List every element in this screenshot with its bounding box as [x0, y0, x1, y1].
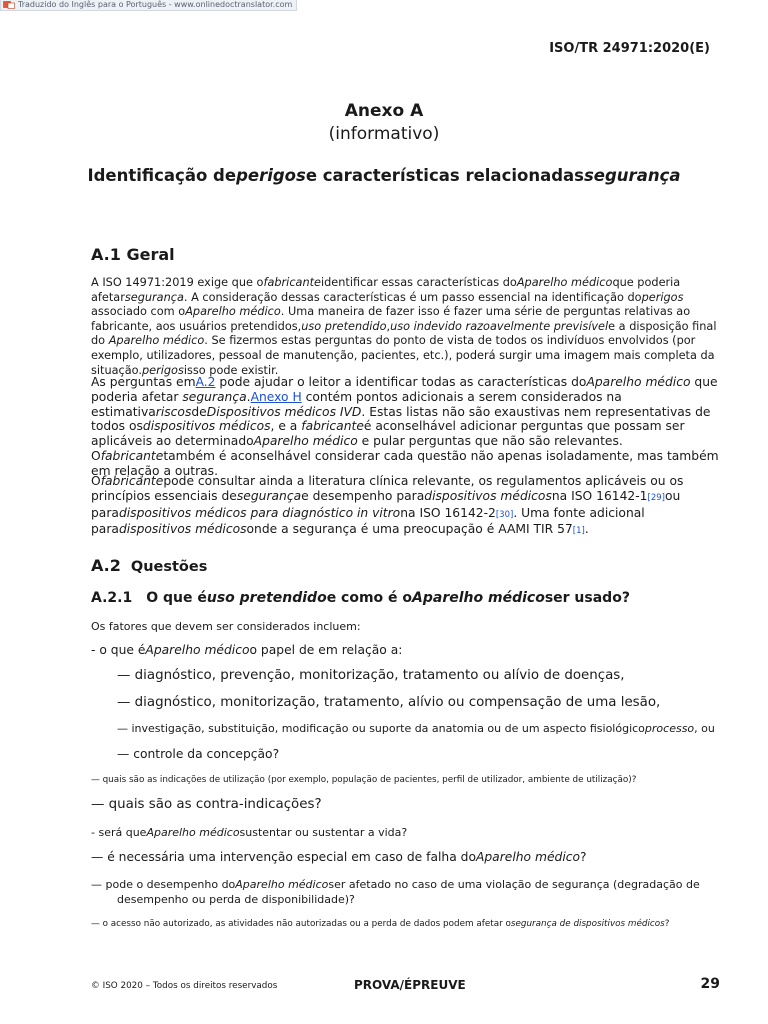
- paragraph-a1-1: A ISO 14971:2019 exige que ofabricanteidentificar essas características doAparelho médicoque poderia afetarsegurança. A consideração dessas características é um passo essencial na identificação doperigos associado com oAparelho médico. Uma maneira de fazer isso é fazer uma série de perguntas relativas ao fabricante, aos usuários pretendidos,uso pretendido,uso indevido razoavelmente previsívele a disposição final do Aparelho médico. Se fizermos estas perguntas do ponto de vista de todos os indivíduos envolvidos (por exemplo, utilizadores, pessoal de manutenção, pacientes, etc.), poderá surgir uma imagem mais completa da situação.perigosisso pode existir.: [91, 276, 717, 377]
- question-security-breach: — pode o desempenho doAparelho médicoser afetado no caso de uma violação de segurança (degradação de: [91, 878, 700, 891]
- link-annex-h[interactable]: Anexo H: [250, 389, 302, 404]
- question-indications: — quais são as indicações de utilização (por exemplo, população de pacientes, perfil de utilizador, ambiente de utilização)?: [91, 775, 637, 785]
- annex-main-title: Identificação deperigose características relacionadassegurança: [87, 166, 681, 185]
- question-security-breach-cont: desempenho ou perda de disponibilidade)?: [117, 893, 355, 906]
- question-failure-intervention: — é necessária uma intervenção especial em caso de falha doAparelho médico?: [91, 850, 587, 864]
- section-title-a2: Questões: [130, 559, 208, 575]
- section-heading-a1: A.1 Geral: [91, 245, 175, 264]
- link-a2[interactable]: A.2: [195, 375, 216, 389]
- citation-30[interactable]: [30]: [495, 509, 514, 520]
- list-item: — controle da concepção?: [117, 747, 280, 761]
- question-unauthorized-access: — o acesso não autorizado, as atividades não autorizadas ou a perda de dados podem afetar osegurança de dispositivos médicos?: [91, 919, 670, 929]
- annex-subtitle: (informativo): [328, 124, 440, 144]
- question-life-support: - será queAparelho médicosustentar ou sustentar a vida?: [91, 826, 408, 839]
- page-number: 29: [700, 976, 720, 992]
- list-item: — diagnóstico, prevenção, monitorização, tratamento ou alívio de doenças,: [117, 668, 625, 683]
- section-heading-a2: [91, 556, 207, 575]
- list-item: — diagnóstico, monitorização, tratamento, alívio ou compensação de uma lesão,: [117, 695, 661, 710]
- citation-29[interactable]: [29]: [647, 492, 665, 503]
- subsection-heading-a21: A.2.1 O que éuso pretendidoe como é oAparelho médicoser usado?: [91, 590, 630, 606]
- question-contraindications: — quais são as contra-indicações?: [91, 797, 322, 812]
- translator-banner[interactable]: [0, 0, 297, 11]
- document-code: ISO/TR 24971:2020(E): [549, 41, 710, 56]
- annex-title: Anexo A: [344, 101, 424, 121]
- paragraph-a1-2: As perguntas emA.2 pode ajudar o leitor a identificar todas as características doAparelho médico que poderia afetar segurança.Anexo H contém pontos adicionais a serem considerados na estimativariscosdeDispositivos médicos IVD. Estas listas não são exaustivas nem representativas de todos osdispositivos médicos, e a fabricanteé aconselhável adicionar perguntas que possam ser aplicáveis ao determinadoAparelho médico e pular perguntas que não são relevantes. Ofabricantetambém é aconselhável considerar cada questão não apenas isoladamente, mas também em relação a outras.: [91, 375, 719, 478]
- footer-copyright: © ISO 2020 – Todos os direitos reservados: [91, 981, 278, 991]
- list-item: — investigação, substituição, modificação ou suporte da anatomia ou de um aspecto fisiológicoprocesso, ou: [117, 722, 715, 735]
- footer-proof-label: PROVA/ÉPREUVE: [354, 978, 466, 992]
- translate-icon: [3, 1, 15, 9]
- translator-banner-text[interactable]: Traduzido do Inglês para o Português - www.onlinedoctranslator.com: [18, 0, 293, 9]
- factors-intro: Os fatores que devem ser considerados incluem:: [91, 620, 361, 633]
- paragraph-a1-3: Ofabricantepode consultar ainda a literatura clínica relevante, os regulamentos aplicáveis ou os princípios essenciais desegurançae desempenho paradispositivos médicosna ISO 16142-1[29]ou paradispositivos médicos para diagnóstico in vitrona ISO 16142-2[30]. Uma fonte adicional paradispositivos médicosonde a segurança é uma preocupação é AAMI TIR 57[1].: [91, 474, 684, 537]
- question-role: - o que éAparelho médicoo papel de em relação a:: [91, 643, 403, 657]
- section-number-a2: A.2: [91, 556, 121, 575]
- citation-1[interactable]: [1]: [572, 526, 585, 537]
